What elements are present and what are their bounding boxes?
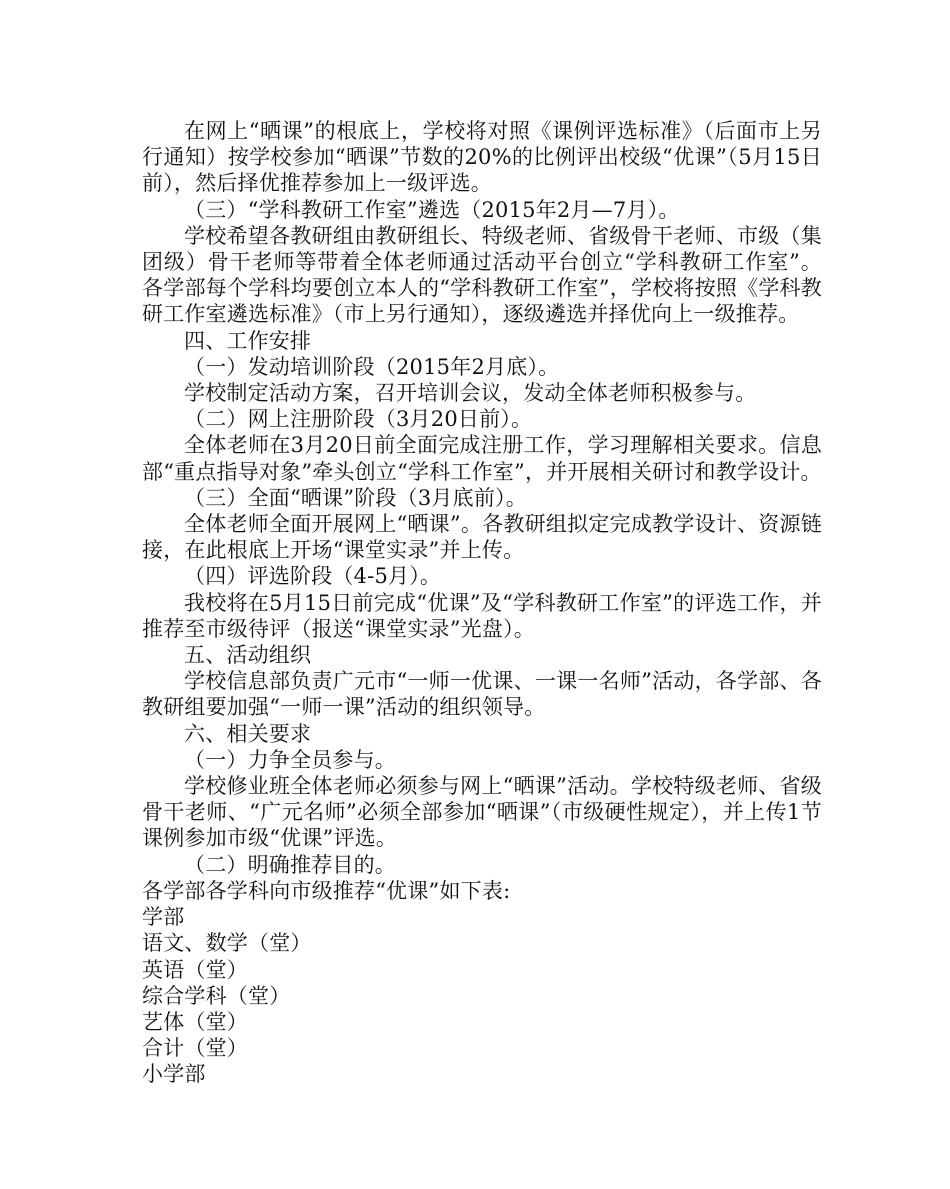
paragraph-selection-basis: 在网上“晒课”的根底上，学校将对照《课例评选标准》（后面市上另行通知）按学校参加“晒课”节数的20%的比例评出校级“优课”（5月15日前），然后择优推荐参加上一级评选。 [142, 119, 822, 196]
paragraph-sharing-stage: 全体老师全面开展网上“晒课”。各教研组拟定完成教学设计、资源链接，在此根底上开场“课堂实录”并上传。 [142, 512, 822, 563]
heading-related-requirements: 六、相关要求 [184, 721, 312, 746]
paragraph-activity-organization: 学校信息部负责广元市“一师一优课、一课一名师”活动，各学部、各教研组要加强“一师一课”活动的组织领导。 [142, 669, 822, 720]
paragraph-studio-creation: 学校希望各教研组由教研组长、特级老师、省级骨干老师、市级（集团级）骨干老师等带着全体老师通过活动平台创立“学科教研工作室”。 各学部每个学科均要创立本人的“学科教研工作室”，学校将按照《学科教研工作室遴选标准》（市上另行通知），逐级遴选并择优向上一级推荐。 [142, 223, 822, 327]
paragraph-evaluation-stage: 我校将在5月15日前完成“优课”及“学科教研工作室”的评选工作，并推荐至市级待评（报送“课堂实录”光盘）。 [142, 590, 822, 641]
table-header-department: 学部 [142, 905, 185, 930]
subheading-registration-stage: （二）网上注册阶段（3月20日前）。 [184, 407, 533, 432]
subheading-evaluation-stage: （四）评选阶段（4-5月）。 [184, 564, 442, 589]
heading-work-arrangement: 四、工作安排 [184, 328, 312, 353]
heading-activity-organization: 五、活动组织 [184, 643, 312, 668]
table-header-chinese-math: 语文、数学（堂） [142, 931, 312, 956]
subheading-full-participation: （一）力争全员参与。 [184, 747, 396, 772]
table-header-english: 英语（堂） [142, 957, 248, 982]
recommendation-table [142, 904, 822, 1087]
subheading-studio-selection: （三）“学科教研工作室”遴选（2015年2月—7月）。 [184, 197, 680, 222]
subheading-training-stage: （一）发动培训阶段（2015年2月底）。 [184, 354, 560, 379]
paragraph-training-stage: 学校制定活动方案，召开培训会议，发动全体老师积极参与。 [184, 381, 757, 406]
paragraph-table-intro: 各学部各学科向市级推荐“优课”如下表: [142, 878, 511, 903]
table-header-comprehensive: 综合学科（堂） [142, 983, 291, 1008]
table-header-total: 合计（堂） [142, 1036, 248, 1061]
subheading-sharing-stage: （三）全面“晒课”阶段（3月底前）。 [184, 485, 527, 510]
paragraph-registration-stage: 全体老师在3月20日前全面完成注册工作，学习理解相关要求。信息部“重点指导对象”牵头创立“学科工作室”，并开展相关研讨和教学设计。 [142, 433, 822, 484]
document-body [142, 118, 822, 1088]
table-row-primary-school: 小学部 [142, 1062, 206, 1087]
table-header-arts-sports: 艺体（堂） [142, 1009, 248, 1034]
paragraph-full-participation: 学校修业班全体老师必须参与网上“晒课”活动。学校特级老师、省级骨干老师、“广元名师”必须全部参加“晒课”（市级硬性规定），并上传1节课例参加市级“优课”评选。 [142, 774, 822, 851]
subheading-recommendation-goal: （二）明确推荐目的。 [184, 852, 396, 877]
